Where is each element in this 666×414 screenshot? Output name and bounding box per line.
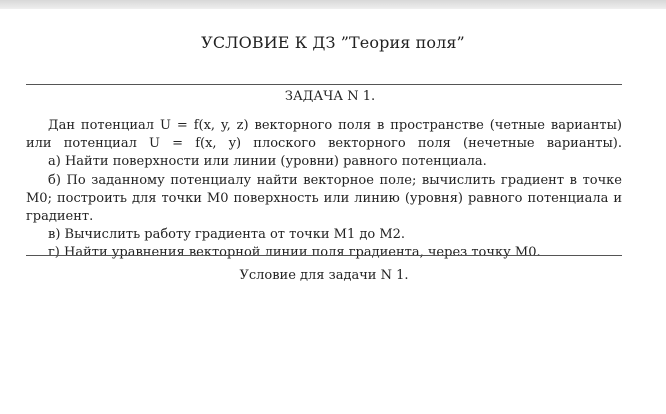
task-item-d: г) Найти уравнения векторной линии поля градиента, через точку M0. xyxy=(48,245,541,261)
task-statement xyxy=(26,117,622,263)
top-divider xyxy=(26,84,622,85)
footer-caption: Условие для задачи N 1. xyxy=(239,268,409,283)
bottom-divider xyxy=(26,255,622,256)
task-item-a: а) Найти поверхности или линии (уровни) равного потенциала. xyxy=(48,154,487,170)
task-item-b: б) По заданному потенциалу найти векторное поле; вычислить градиент в точке M0; построить для точки M0 поверхность или линию (уровня) равного потенциала и градиент. xyxy=(26,172,622,225)
window-top-strip xyxy=(0,0,666,9)
task-heading: ЗАДАЧА N 1. xyxy=(284,89,376,104)
task-item-c: в) Вычислить работу градиента от точки M1 до M2. xyxy=(48,227,406,243)
document-title: УСЛОВИЕ К ДЗ ”Теория поля” xyxy=(201,33,465,52)
task-paragraph-intro: Дан потенциал U = f(x, y, z) векторного поля в пространстве (четные варианты) или потенциал U = f(x, y) плоского векторного поля (нечетные варианты). xyxy=(26,118,622,152)
